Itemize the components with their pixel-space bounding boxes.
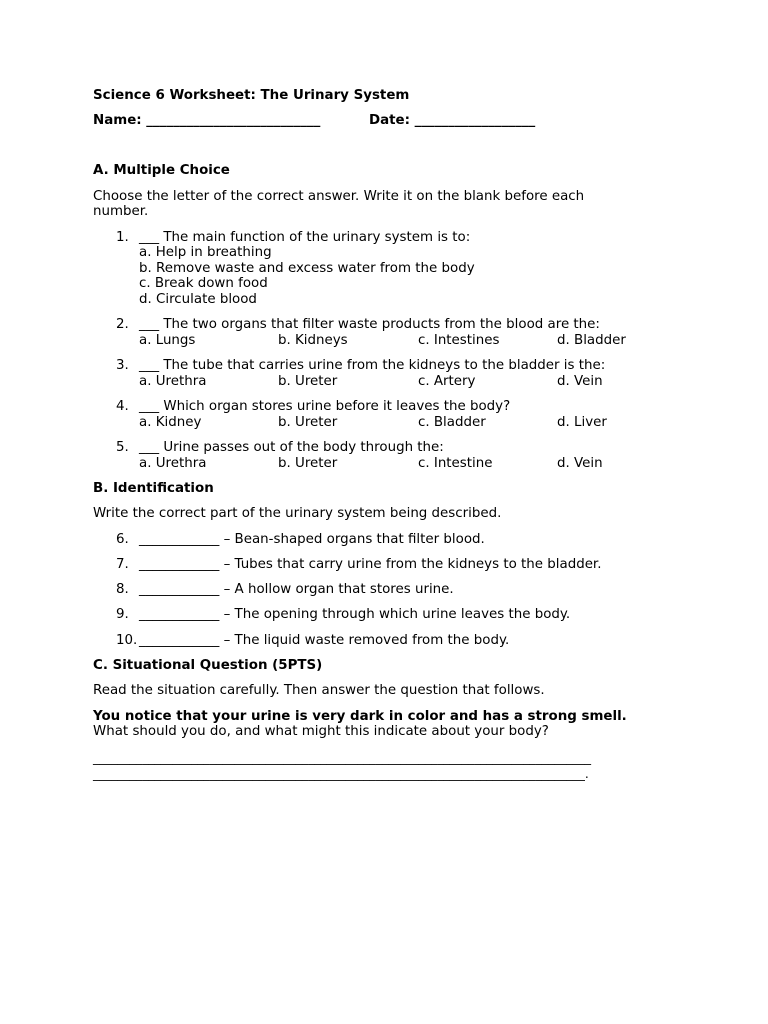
section-b-instructions: Write the correct part of the urinary system being described. (93, 506, 502, 521)
section-a-instructions-cont: number. (93, 204, 149, 219)
option-a: a. Lungs (139, 333, 196, 348)
question-text: ___ Which organ stores urine before it leaves the body? (139, 399, 511, 414)
identification-item: ____________ – A hollow organ that stores urine. (139, 582, 454, 597)
question-number: 5. (116, 440, 129, 455)
option-a: a. Urethra (139, 374, 207, 389)
answer-line: ________________________________________________________________________________. (93, 767, 589, 781)
section-a-instructions: Choose the letter of the correct answer. Write it on the blank before each (93, 189, 585, 204)
option-c: c. Artery (418, 374, 476, 389)
section-c-heading: C. Situational Question (5PTS) (93, 658, 323, 673)
option-d: d. Liver (557, 415, 607, 430)
option-b: b. Kidneys (278, 333, 348, 348)
situation-question: What should you do, and what might this indicate about your body? (93, 724, 549, 739)
section-b-heading: B. Identification (93, 481, 214, 496)
identification-item: ____________ – Tubes that carry urine from the kidneys to the bladder. (139, 557, 602, 572)
option-d: d. Bladder (557, 333, 626, 348)
question-number: 4. (116, 399, 129, 414)
option-c: c. Break down food (139, 276, 268, 291)
identification-item: ____________ – Bean-shaped organs that filter blood. (139, 532, 485, 547)
name-field: Name: __________________________ (93, 113, 321, 128)
option-a: a. Kidney (139, 415, 202, 430)
question-number: 3. (116, 358, 129, 373)
question-text: ___ The main function of the urinary system is to: (139, 230, 471, 245)
question-text: ___ Urine passes out of the body through the: (139, 440, 444, 455)
identification-number: 9. (116, 607, 129, 622)
question-text: ___ The tube that carries urine from the kidneys to the bladder is the: (139, 358, 606, 373)
option-d: d. Circulate blood (139, 292, 257, 307)
option-b: b. Remove waste and excess water from the body (139, 261, 475, 276)
identification-number: 7. (116, 557, 129, 572)
option-c: c. Bladder (418, 415, 486, 430)
section-a-heading: A. Multiple Choice (93, 163, 230, 178)
question-number: 2. (116, 317, 129, 332)
option-a: a. Urethra (139, 456, 207, 471)
section-c-instructions: Read the situation carefully. Then answer the question that follows. (93, 683, 545, 698)
question-text: ___ The two organs that filter waste products from the blood are the: (139, 317, 600, 332)
situation-text: You notice that your urine is very dark in color and has a strong smell. (93, 709, 627, 724)
option-b: b. Ureter (278, 415, 338, 430)
option-c: c. Intestine (418, 456, 493, 471)
question-number: 1. (116, 230, 129, 245)
worksheet-title: Science 6 Worksheet: The Urinary System (93, 88, 410, 103)
option-c: c. Intestines (418, 333, 500, 348)
identification-number: 10. (116, 633, 138, 648)
date-field: Date: __________________ (369, 113, 536, 128)
option-a: a. Help in breathing (139, 245, 272, 260)
option-b: b. Ureter (278, 374, 338, 389)
identification-number: 8. (116, 582, 129, 597)
option-b: b. Ureter (278, 456, 338, 471)
identification-item: ____________ – The liquid waste removed from the body. (139, 633, 510, 648)
identification-number: 6. (116, 532, 129, 547)
identification-item: ____________ – The opening through which urine leaves the body. (139, 607, 571, 622)
answer-line: _________________________________________________________________________________ (93, 751, 592, 765)
option-d: d. Vein (557, 374, 603, 389)
option-d: d. Vein (557, 456, 603, 471)
